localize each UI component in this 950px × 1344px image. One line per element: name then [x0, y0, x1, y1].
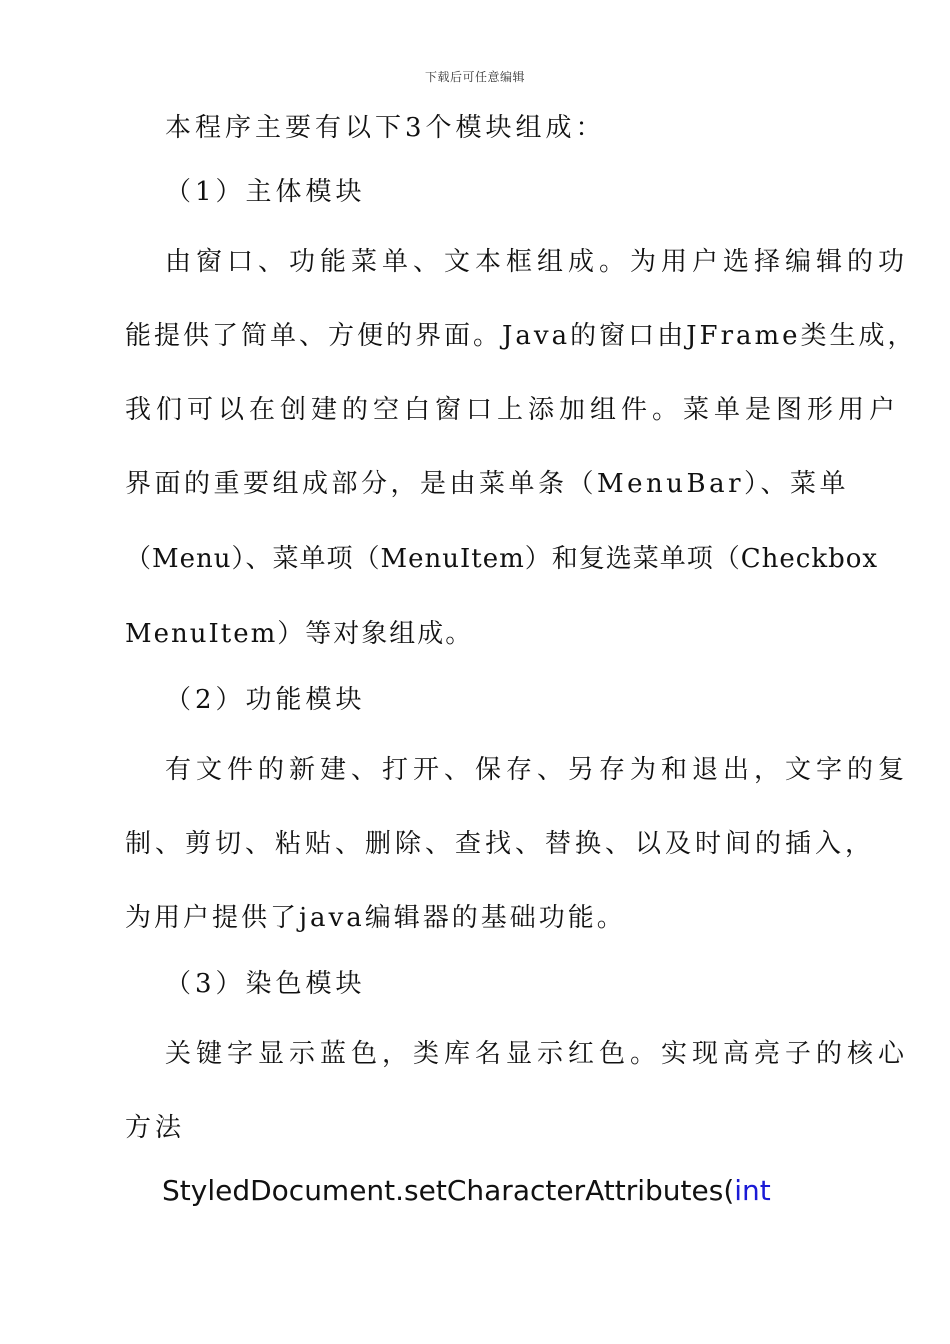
module1-text-line: 界面的重要组成部分，是由菜单条（MenuBar）、菜单 — [125, 469, 850, 499]
module1-text-line: MenuItem）等对象组成。 — [125, 619, 474, 649]
module2-text-line: 有文件的新建、打开、保存、另存为和退出，文字的复 — [165, 755, 910, 785]
module1-text-line: 由窗口、功能菜单、文本框组成。为用户选择编辑的功 — [165, 247, 910, 277]
module3-text-line: 方法 — [125, 1113, 186, 1143]
code-keyword: int — [734, 1174, 771, 1207]
code-method: StyledDocument.setCharacterAttributes( — [162, 1174, 735, 1207]
module3-text-line: 关键字显示蓝色，类库名显示红色。实现高亮子的核心 — [165, 1039, 910, 1069]
page-header: 下载后可任意编辑 — [424, 70, 525, 84]
module1-heading: （1）主体模块 — [165, 177, 366, 207]
module1-text-line: 我们可以在创建的空白窗口上添加组件。菜单是图形用户 — [125, 395, 901, 425]
module1-text-line: （Menu）、菜单项（MenuItem）和复选菜单项（Checkbox — [125, 544, 879, 574]
module2-heading: （2）功能模块 — [165, 685, 366, 715]
code-snippet — [162, 1174, 771, 1208]
module2-text-line: 为用户提供了java编辑器的基础功能。 — [125, 903, 626, 933]
module3-heading: （3）染色模块 — [165, 969, 366, 999]
module1-text-line: 能提供了简单、方便的界面。Java的窗口由JFrame类生成， — [125, 321, 917, 351]
intro-paragraph: 本程序主要有以下3个模块组成： — [165, 113, 606, 143]
module2-text-line: 制、剪切、粘贴、删除、查找、替换、以及时间的插入， — [125, 829, 876, 859]
